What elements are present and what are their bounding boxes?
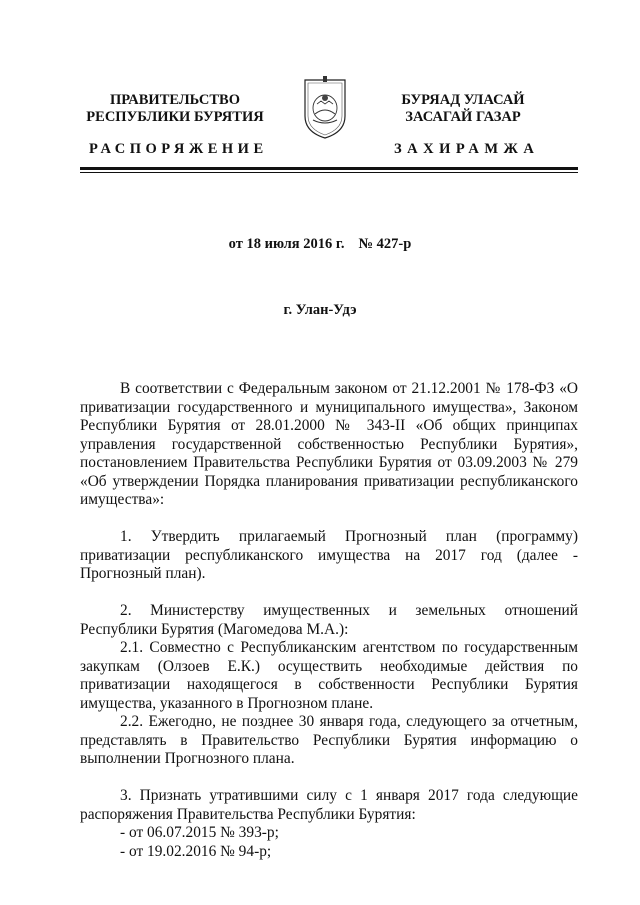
city: г. Улан-Удэ	[283, 302, 357, 318]
issuer-russian	[80, 92, 270, 126]
item-3-paragraph: 3. Признать утратившими силу с 1 января 2017 года следующие распоряжения Правительства Республики Бурятия:	[80, 787, 578, 823]
document-body	[80, 380, 578, 861]
item-1-paragraph: 1. Утвердить прилагаемый Прогнозный план (программу) приватизации республиканского имущества на 2017 год (далее - Прогнозный план).	[80, 528, 578, 582]
preamble-paragraph: В соответствии с Федеральным законом от 21.12.2001 № 178-ФЗ «О приватизации государственного и муниципального имущества», Законом Республики Бурятия от 28.01.2000 № 343-II «Об общих принципах управления государственной собственностью Республики Бурятия», постановлением Правительства Республики Бурятия от 03.09.2003 № 279 «Об утверждении Порядка планирования приватизации республиканского имущества»:	[80, 380, 578, 508]
item-2-paragraph: 2. Министерству имущественных и земельных отношений Республики Бурятия (Магомедова М.А.):	[80, 602, 578, 638]
header-divider-thick	[80, 167, 578, 170]
date-number-line	[0, 236, 640, 253]
issuer-buryat-line2: ЗАСАГАЙ ГАЗАР	[405, 109, 521, 125]
issuer-russian-line2: РЕСПУБЛИКИ БУРЯТИЯ	[86, 109, 264, 125]
header-divider-thin	[80, 172, 578, 173]
item-2-1-paragraph: 2.1. Совместно с Республиканским агентством по государственным закупкам (Олзоев Е.К.) осуществить необходимые действия по приватизации находящегося в собственности Республики Бурятия имущества, указанного в Прогнозном плане.	[80, 639, 578, 712]
issuer-buryat-line1: БУРЯАД УЛАСАЙ	[401, 92, 525, 108]
doc-type-buryat: ЗАХИРАМЖА	[394, 141, 540, 157]
issuer-buryat	[368, 92, 558, 126]
document-date: от 18 июля 2016 г.	[228, 236, 345, 252]
item-3-list-entry: - от 06.07.2015 № 393-р;	[120, 824, 279, 841]
item-3-list-entry: - от 19.02.2016 № 94-р;	[120, 842, 272, 860]
doc-type-russian: РАСПОРЯЖЕНИЕ	[89, 141, 268, 157]
item-2-2-paragraph: 2.2. Ежегодно, не позднее 30 января года, следующего за отчетным, представлять в Правительство Республики Бурятия информацию о выполнении Прогнозного плана.	[80, 713, 578, 767]
issuer-russian-line1: ПРАВИТЕЛЬСТВО	[110, 92, 240, 108]
document-number: № 427-р	[358, 236, 412, 252]
coat-of-arms-emblem	[299, 76, 351, 140]
